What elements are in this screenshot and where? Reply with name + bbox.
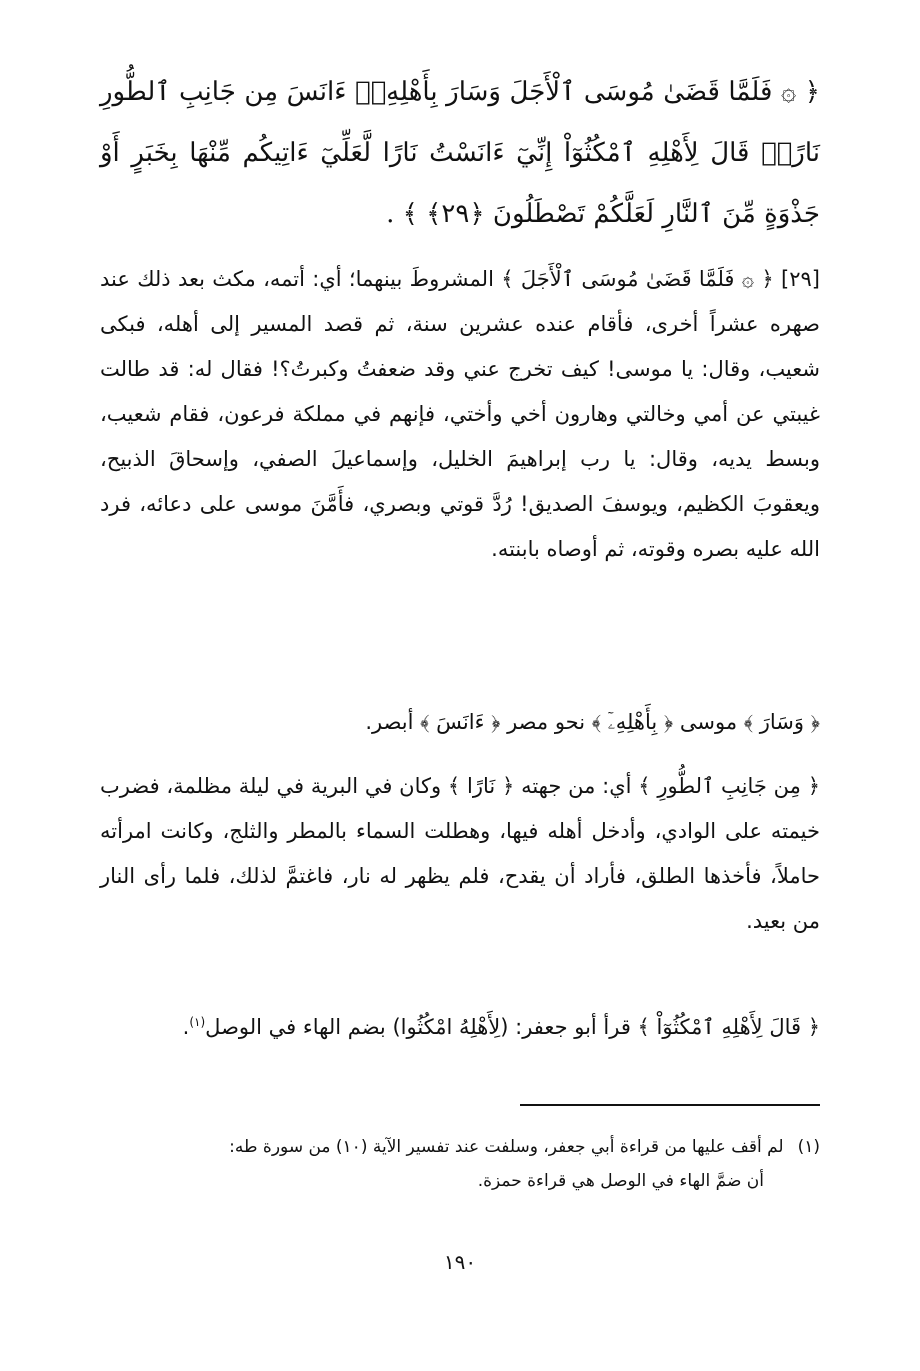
footnote-line-2: أن ضمَّ الهاء في الوصل هي قراءة حمزة.: [477, 1171, 764, 1191]
commentary-paragraph-1: [100, 257, 820, 572]
footnote-marker: (١): [797, 1137, 820, 1157]
paragraph-text: ﴿ وَسَارَ ﴾ موسى ﴿ بِأَهْلِهِۦٓ ﴾ نحو مصر ﴿ ءَانَسَ ﴾ أبصر.: [365, 710, 820, 734]
page-number: ١٩٠: [443, 1250, 477, 1274]
commentary-paragraph-3: [100, 764, 820, 944]
footnote-reference: (١): [189, 1015, 206, 1029]
paragraph-text: [٢٩] ﴿ ۞ فَلَمَّا قَضَىٰ مُوسَى ٱلْأَجَلَ ﴾ المشروطَ بينهما؛ أي: أتمه، مكث بعد ذلك عند صهره عشراً أخرى، فأقام عنده عشرين سنة، ثم قصد المسير إلى أهله، فبكى شعيب، وقال: يا موسى! كيف تخرج عني وقد ضعفتُ وكبرتُ؟! فقال له: قد طالت غيبتي عن أمي وخالتي وهارون أخي وأختي، فإنهم في مملكة فرعون، فقام شعيب، وبسط يديه، وقال: يا رب إبراهيمَ الخليل، وإسماعيلَ الصفي، وإسحاقَ الذبيح، ويعقوبَ الكظيم، ويوسفَ الصديق! رُدَّ قوتي وبصري، فأَمَّنَ موسى على دعائه، فرد الله عليه بصره وقوته، ثم أوصاه بابنته.: [100, 267, 820, 561]
paragraph-text: ﴿ قَالَ لِأَهْلِهِ ٱمْكُثُوٓاْ ﴾ قرأ أبو جعفر: (لِأَهْلِهُ امْكُثُوا) بضم الهاء في الوصل: [205, 1015, 820, 1039]
footnote-line-1: لم أقف عليها من قراءة أبي جعفر، وسلفت عند تفسير الآية (١٠) من سورة طه:: [229, 1137, 784, 1157]
footnote: [100, 1130, 820, 1198]
footnote-divider: [520, 1104, 820, 1106]
paragraph-end: .: [182, 1015, 190, 1039]
commentary-paragraph-2: [100, 700, 820, 745]
verse-text: ﴿ ۞ فَلَمَّا قَضَىٰ مُوسَى ٱلْأَجَلَ وَسَارَ بِأَهْلِهِۦٓ ءَانَسَ مِن جَانِبِ ٱلطُّورِ نَارًاۖ قَالَ لِأَهْلِهِ ٱمْكُثُوٓاْ إِنِّيٓ ءَانَسْتُ نَارًا لَّعَلِّيٓ ءَاتِيكُم مِّنْهَا بِخَبَرٍ أَوْ جَذْوَةٍ مِّنَ ٱلنَّارِ لَعَلَّكُمْ تَصْطَلُونَ ﴿٢٩﴾ ﴾ .: [100, 77, 820, 229]
quran-verse: [100, 62, 820, 245]
commentary-paragraph-4: [100, 1000, 820, 1050]
paragraph-text: ﴿ مِن جَانِبِ ٱلطُّورِ ﴾ أي: من جهته ﴿ نَارًا ﴾ وكان في البرية في ليلة مظلمة، فضرب خيمته على الوادي، وأدخل أهله فيها، وهطلت السماء بالمطر والثلج، وكانت امرأته حاملاً، فأخذها الطلق، فأراد أن يقدح، فلم يظهر له نار، فاغتمَّ لذلك، فلما رأى النار من بعيد.: [100, 774, 820, 933]
